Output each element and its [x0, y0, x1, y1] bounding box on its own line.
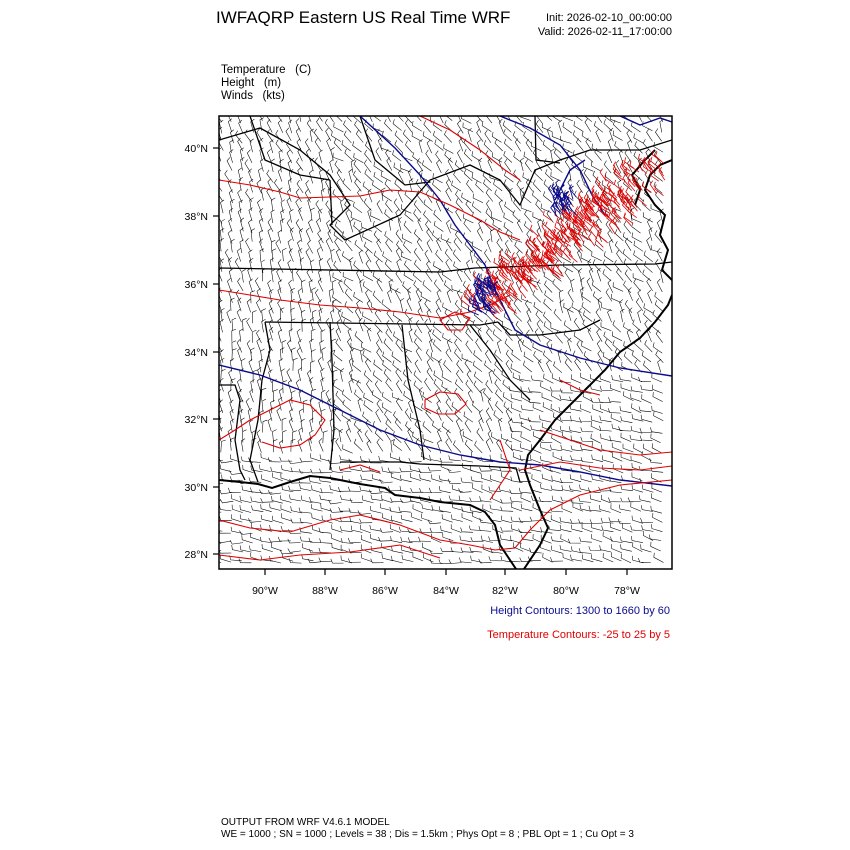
lat-label: 38°N: [184, 211, 208, 223]
model-info: OUTPUT FROM WRF V4.6.1 MODEL: [221, 817, 390, 828]
field-label-winds: Winds (kts): [221, 90, 285, 102]
field-label-temperature: Temperature (C): [221, 64, 312, 76]
lat-label: 30°N: [184, 482, 208, 494]
height-contour-note: Height Contours: 1300 to 1660 by 60: [490, 605, 670, 617]
lat-label: 34°N: [184, 347, 208, 359]
lat-label: 28°N: [184, 549, 208, 561]
lon-label: 86°W: [372, 585, 398, 597]
lat-label: 32°N: [184, 414, 208, 426]
valid-time: Valid: 2026-02-11_17:00:00: [537, 26, 672, 38]
temperature-contour-note: Temperature Contours: -25 to 25 by 5: [487, 629, 670, 641]
wind-barbs: [208, 108, 664, 564]
map-title: IWFAQRP Eastern US Real Time WRF: [216, 8, 511, 27]
lon-label: 90°W: [252, 585, 278, 597]
lat-label: 36°N: [184, 279, 208, 291]
state-boundaries: [219, 116, 672, 482]
lon-label: 78°W: [614, 585, 640, 597]
init-time: Init: 2026-02-10_00:00:00: [546, 12, 672, 24]
lon-label: 80°W: [553, 585, 579, 597]
lat-label: 40°N: [184, 143, 208, 155]
lon-label: 88°W: [312, 585, 338, 597]
lon-label: 84°W: [433, 585, 459, 597]
field-label-height: Height (m): [221, 77, 282, 89]
lon-label: 82°W: [492, 585, 518, 597]
model-settings: WE = 1000 ; SN = 1000 ; Levels = 38 ; Dis = 1.5km ; Phys Opt = 8 ; PBL Opt = 1 ; Cu Opt = 3: [221, 829, 634, 840]
temperature-contours: [219, 116, 672, 560]
